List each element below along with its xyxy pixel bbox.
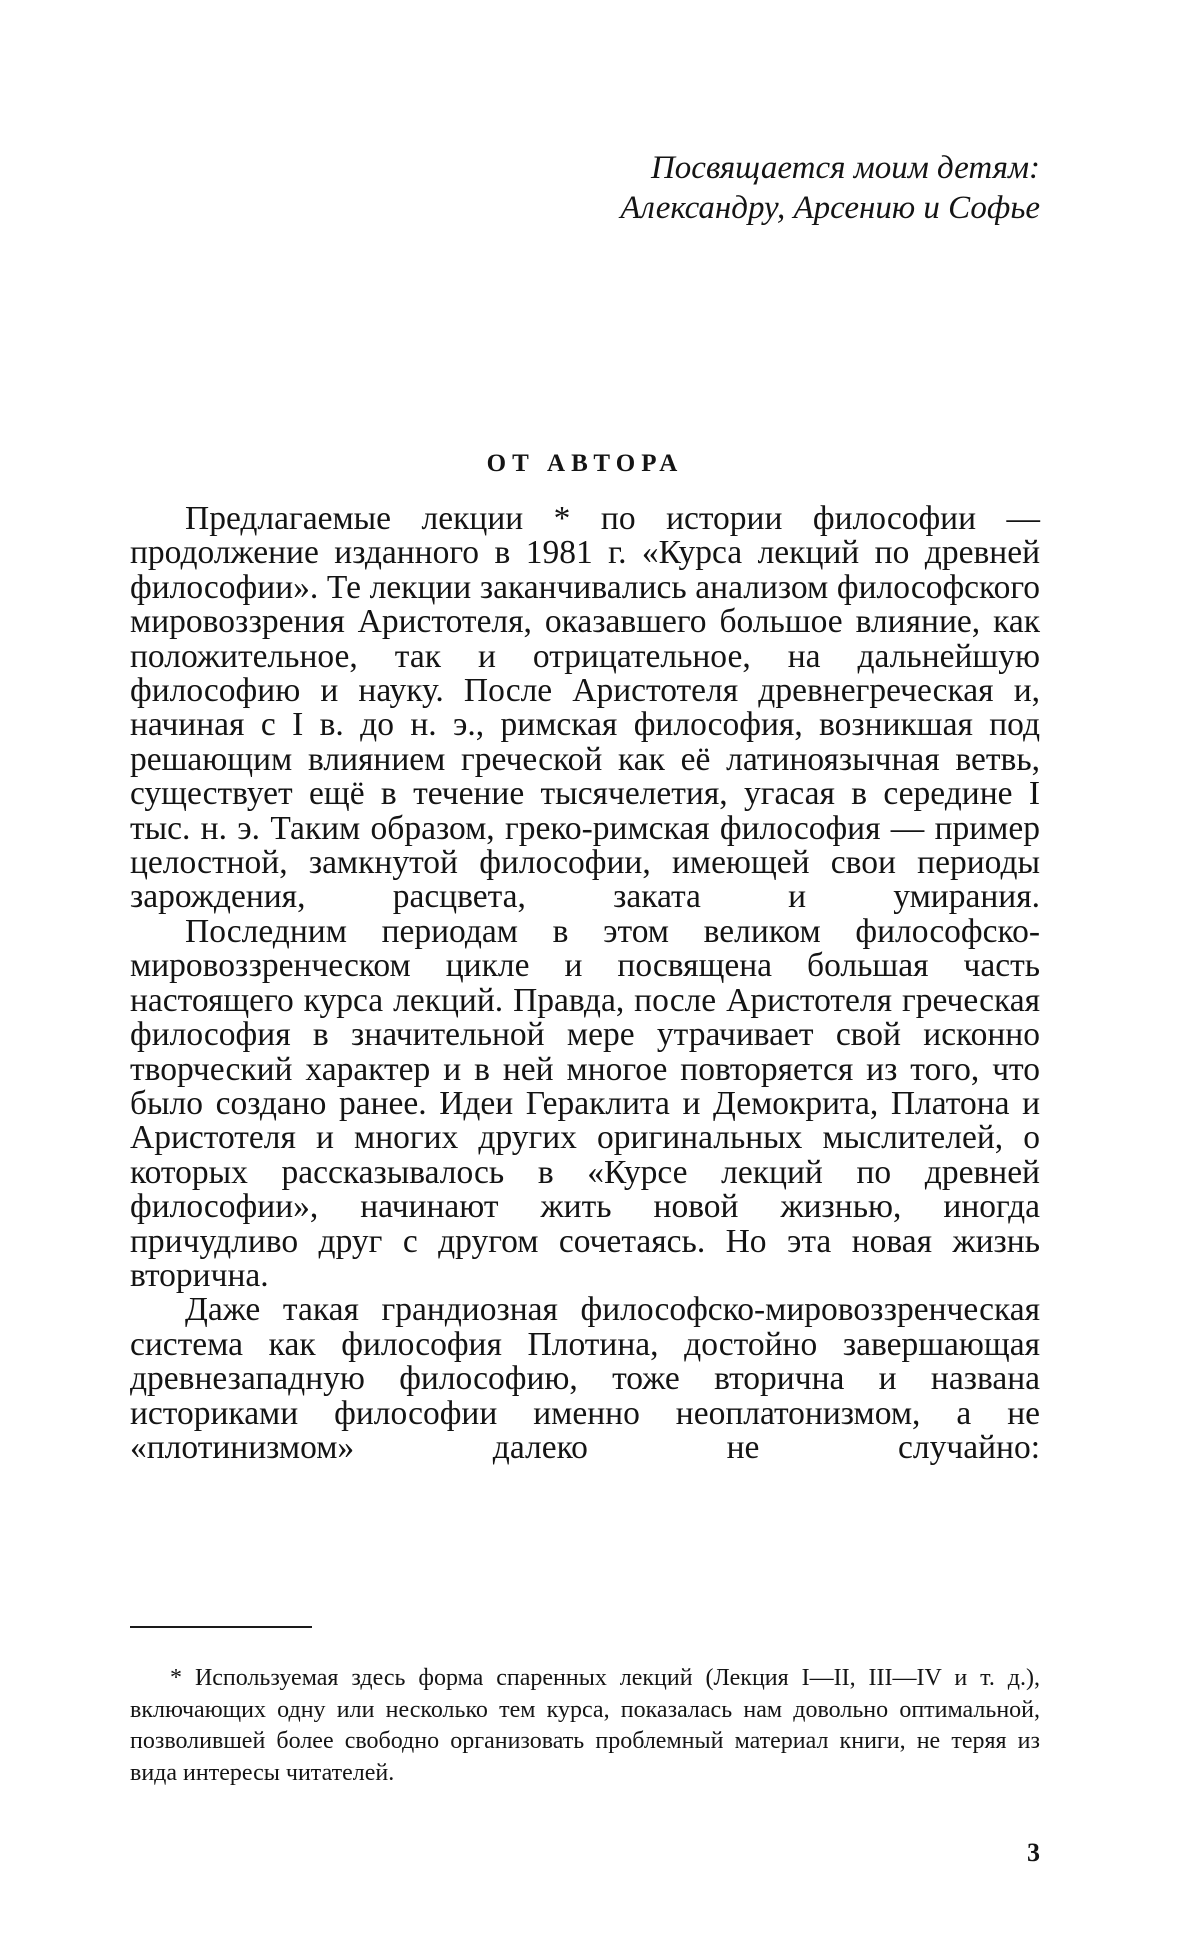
dedication (620, 148, 1040, 228)
dedication-line-2: Александру, Арсению и Софье (620, 190, 1040, 226)
footnote: * Используемая здесь форма спаренных лекций (Лекция I—II, III—IV и т. д.), включающих одну или несколько тем курса, показалась нам довольно оптимальной, позволившей более свободно организовать проблемный материал книги, не теряя из вида интересы читателей. (130, 1665, 1040, 1786)
paragraph-1: Предлагаемые лекции * по истории философии — продолжение изданного в 1981 г. «Курса лекций по древней философии». Те лекции заканчивались анализом философского мировоззрения Аристотеля, оказавшего большое влияние, как положительное, так и отрицательное, на дальнейшую философию и науку. После Аристотеля древнегреческая и, начиная с I в. до н. э., римская философия, возникшая под решающим влиянием греческой как её латиноязычная ветвь, существует ещё в течение тысячелетия, угасая в середине I тыс. н. э. Таким образом, греко-римская философия — пример целостной, замкнутой философии, имеющей свои периоды зарождения, расцвета, заката и умирания. (130, 500, 1040, 916)
paragraph-2: Последним периодам в этом великом философско-мировоззренческом цикле и посвящена большая часть настоящего курса лекций. Правда, после Аристотеля греческая философия в значительной мере утрачивает свой исконно творческий характер и в ней многое повторяется из того, что было создано ранее. Идеи Гераклита и Демокрита, Платона и Аристотеля и многих других оригинальных мыслителей, о которых рассказывалось в «Курсе лекций по древней философии», начинают жить новой жизнью, иногда причудливо друг с другом сочетаясь. Но эта новая жизнь вторична. (130, 912, 1040, 1294)
dedication-line-1: Посвящается моим детям: (650, 150, 1040, 186)
body-text (130, 502, 1040, 1465)
footnote-divider (130, 1626, 312, 1628)
page-number: 3 (1027, 1838, 1040, 1867)
section-heading: ОТ АВТОРА (486, 450, 684, 477)
paragraph-3: Даже такая грандиозная философско-мировоззренческая система как философия Плотина, достойно завершающая древнезападную философию, тоже вторична и названа историками философии именно неоплатонизмом, а не «плотинизмом» далеко не случайно: (130, 1291, 1040, 1466)
book-page (130, 0, 1040, 1934)
